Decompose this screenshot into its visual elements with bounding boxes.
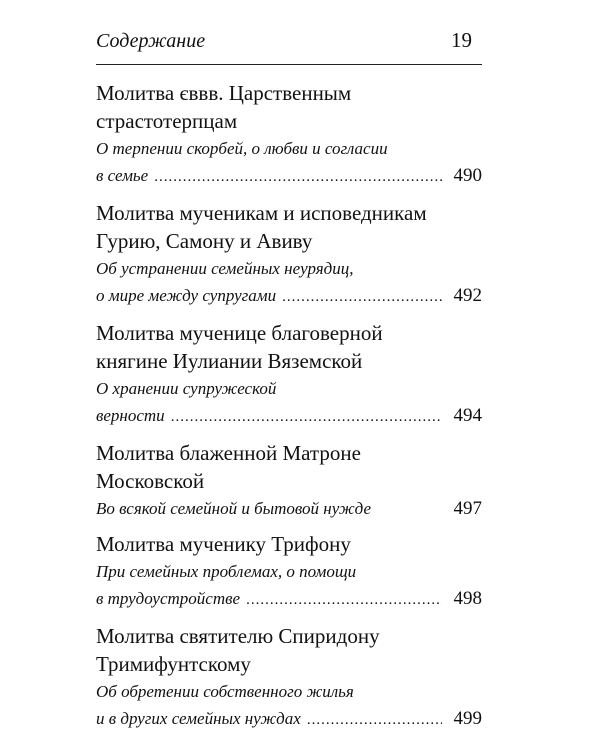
- entry-title-line: страстотерпцам: [96, 109, 238, 133]
- toc-entry[interactable]: [96, 530, 482, 614]
- toc-entry[interactable]: [96, 622, 482, 734]
- entry-title-line: Молитва мученикам и исповедникам: [96, 201, 427, 225]
- entry-title-line: княгине Иулиании Вяземской: [96, 349, 363, 373]
- toc-entry[interactable]: [96, 439, 482, 522]
- entry-last-line: [96, 162, 482, 191]
- section-title: Содержание: [96, 30, 206, 52]
- entry-subtitle-end: в семье: [96, 166, 149, 185]
- entry-title-line: Молитва мученику Трифону: [96, 532, 351, 556]
- entry-subtitle-end: о мире между супругами: [96, 286, 277, 305]
- page-number: 19: [451, 28, 472, 52]
- entry-last-line: [96, 495, 482, 522]
- toc-entry[interactable]: [96, 79, 482, 191]
- entry-subtitle-line: О терпении скорбей, о любви и согласии: [96, 139, 388, 158]
- entry-title-line: Молитва єввв. Царственным: [96, 81, 352, 105]
- entry-last-line: [96, 705, 482, 734]
- toc-entries: [96, 79, 482, 734]
- entry-subtitle-end: Во всякой семейной и бытовой нужде: [96, 499, 372, 518]
- entry-title-line: Молитва мученице благоверной: [96, 321, 383, 345]
- entry-subtitle-end: и в других семейных нуждах: [96, 709, 301, 728]
- dot-leader: [307, 707, 442, 734]
- entry-subtitle-line: Об устранении семейных неурядиц,: [96, 259, 354, 278]
- entry-title-line: Молитва святителю Спиридону: [96, 624, 380, 648]
- entry-page-number: 490: [453, 165, 482, 186]
- entry-subtitle-end: в трудоустройстве: [96, 589, 241, 608]
- dot-leader: [154, 164, 442, 191]
- entry-title-line: Московской: [96, 469, 205, 493]
- entry-page-number: 494: [453, 405, 482, 426]
- toc-page: [96, 28, 482, 742]
- toc-entry[interactable]: [96, 319, 482, 431]
- entry-page-number: 497: [453, 498, 482, 519]
- entry-last-line: [96, 402, 482, 431]
- dot-leader: [282, 284, 442, 311]
- entry-subtitle-end: верности: [96, 406, 165, 425]
- entry-page-number: 499: [453, 708, 482, 729]
- toc-entry[interactable]: [96, 199, 482, 311]
- entry-title-line: Тримифунтскому: [96, 652, 251, 676]
- entry-subtitle-line: О хранении супружеской: [96, 379, 277, 398]
- entry-title-line: Гурию, Самону и Авиву: [96, 229, 313, 253]
- entry-last-line: [96, 282, 482, 311]
- entry-subtitle-line: При семейных проблемах, о помощи: [96, 562, 357, 581]
- entry-page-number: 492: [453, 285, 482, 306]
- entry-last-line: [96, 585, 482, 614]
- entry-title-line: Молитва блаженной Матроне: [96, 441, 361, 465]
- dot-leader: [171, 404, 442, 431]
- entry-page-number: 498: [453, 588, 482, 609]
- entry-subtitle-line: Об обретении собственного жилья: [96, 682, 354, 701]
- dot-leader: [246, 587, 442, 614]
- running-header: [96, 28, 482, 65]
